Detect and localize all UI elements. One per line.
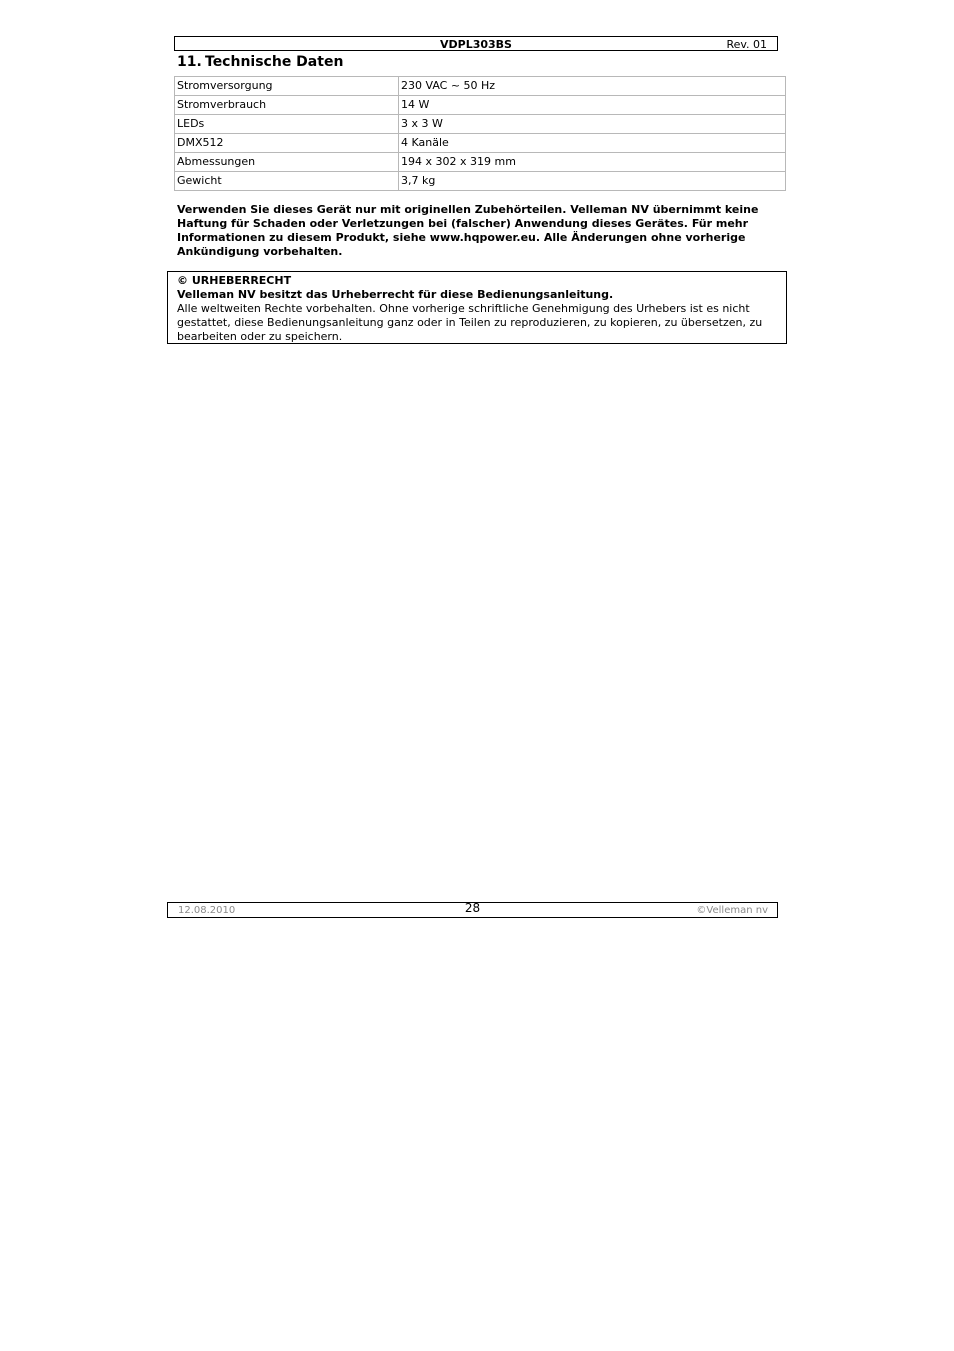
table-row [175,96,786,115]
spec-table [174,76,786,191]
usage-warning: Verwenden Sie dieses Gerät nur mit originellen Zubehörteilen. Velleman NV übernimmt keine Haftung für Schaden oder Verletzungen bei (falscher) Anwendung dieses Gerätes. Für mehr Informationen zu diesem Produkt, siehe www.hqpower.eu. Alle Änderungen ohne vorherige Ankündigung vorbehalten. [177,203,759,258]
table-row [175,77,786,96]
spec-value: 3 x 3 W [399,115,786,134]
spec-label: Abmessungen [175,153,399,172]
spec-value: 4 Kanäle [399,134,786,153]
section-number: 11. [177,54,202,70]
page-footer [167,902,778,918]
spec-label: Stromversorgung [175,77,399,96]
spec-label: DMX512 [175,134,399,153]
copyright-subheading: Velleman NV besitzt das Urheberrecht für diese Bedienungsanleitung. [177,288,614,301]
copyright-heading: © URHEBERRECHT [177,274,292,287]
spec-value: 3,7 kg [399,172,786,191]
page-number: 28 [464,901,481,915]
table-row [175,134,786,153]
spec-value: 194 x 302 x 319 mm [399,153,786,172]
footer-copyright: ©Velleman nv [696,905,768,916]
table-row [175,115,786,134]
copyright-notice [167,271,787,344]
spec-value: 230 VAC ~ 50 Hz [399,77,786,96]
page-header [174,36,778,51]
section-title [177,53,343,71]
spec-value: 14 W [399,96,786,115]
header-model: VDPL303BS [440,38,512,51]
spec-label: Stromverbrauch [175,96,399,115]
copyright-body: Alle weltweiten Rechte vorbehalten. Ohne vorherige schriftliche Genehmigung des Urhebers ist es nicht gestattet, diese Bedienungsanleitung ganz oder in Teilen zu reproduzieren, zu kopieren, zu übersetzen, zu bearbeiten oder zu speichern. [177,302,763,343]
header-revision: Rev. 01 [726,38,767,51]
spec-label: LEDs [175,115,399,134]
footer-date: 12.08.2010 [178,905,236,916]
table-row [175,153,786,172]
table-row [175,172,786,191]
spec-label: Gewicht [175,172,399,191]
section-title-text: Technische Daten [205,54,344,70]
